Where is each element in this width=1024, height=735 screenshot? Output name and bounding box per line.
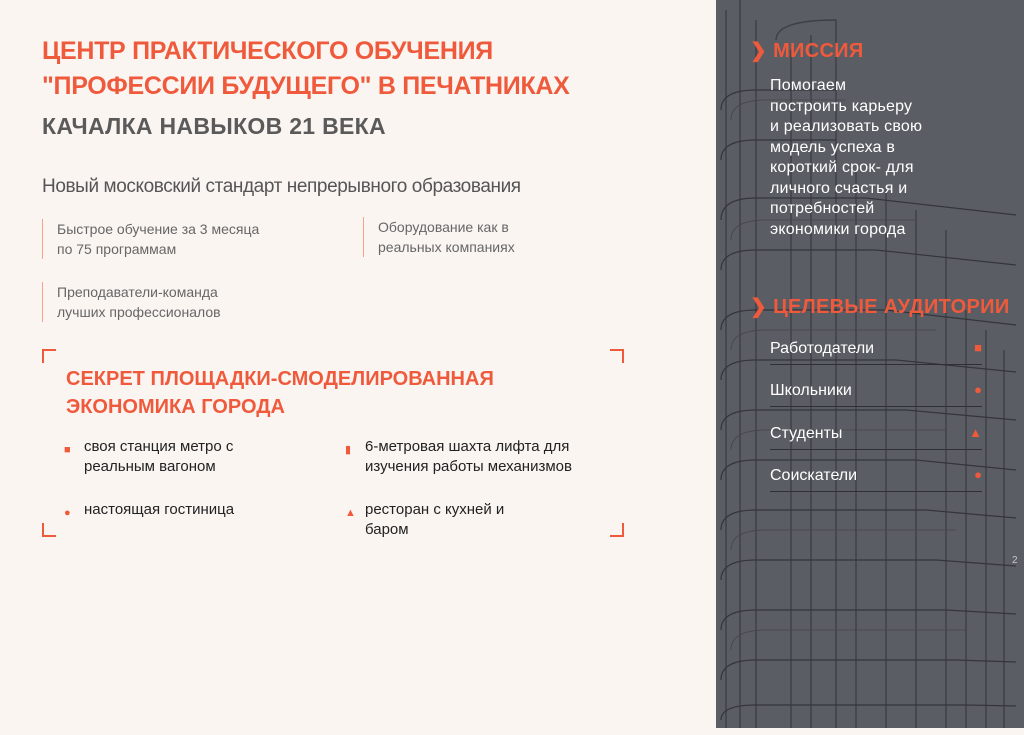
secret-item-elevator [345,437,635,477]
secret-heading-line: ЭКОНОМИКА ГОРОДА [66,396,285,418]
feature-text: реальных компаниях [378,239,515,255]
metro-icon: ■ [64,444,71,456]
feature-fast-learning [42,219,297,259]
restaurant-icon: ▲ [345,507,356,519]
audience-item-students [770,425,982,450]
mission-heading [750,38,864,63]
audience-label: Соискатели [770,467,858,484]
item-text: реальным вагоном [84,458,216,475]
frame-corner [42,349,56,363]
mission-line: потребностей [770,200,875,217]
standard-tagline: Новый московский стандарт непрерывного образования [42,176,521,197]
mission-line: и реализовать свою [770,118,923,135]
hotel-icon: ● [64,507,71,519]
item-text: настоящая гостиница [84,501,235,518]
mission-line: построить карьеру [770,97,913,115]
secret-heading [66,365,586,421]
item-text: изучения работы механизмов [365,458,572,475]
item-text: 6-метровая шахта лифта для [365,438,570,455]
item-text: своя станция метро с [84,438,234,455]
item-text: ресторан с кухней и [365,501,505,518]
page-number: 2 [1012,555,1018,566]
audience-heading [750,294,1010,319]
mission-line: личного счастья и [770,179,908,197]
feature-text: лучших профессионалов [57,304,221,320]
secret-item-restaurant [345,500,595,540]
page-title [42,34,642,104]
bottom-strip [716,728,1024,735]
mission-line: короткий срок- для [770,159,914,176]
audience-item-jobseekers [770,467,982,492]
feature-equipment [363,217,618,257]
audience-label: Школьники [770,382,852,399]
title-line-1: ЦЕНТР ПРАКТИЧЕСКОГО ОБУЧЕНИЯ [42,37,493,65]
mission-line: модель успеха в [770,138,896,156]
audience-label: Работодатели [770,340,875,357]
right-panel [716,0,1024,728]
chevron-right-icon: ❯ [750,40,768,62]
chevron-right-icon: ❯ [750,296,768,318]
feature-text: Преподаватели-команда [57,284,218,300]
secret-heading-line: СЕКРЕТ ПЛОЩАДКИ-СМОДЕЛИРОВАННАЯ [66,368,494,390]
title-line-2: "ПРОФЕССИИ БУДУЩЕГО" В ПЕЧАТНИКАХ [42,72,570,100]
mission-line: Помогаем [770,77,847,94]
audience-item-employers [770,340,982,365]
elevator-icon: ▮ [345,444,352,456]
item-text: баром [365,521,409,538]
student-icon: ● [974,382,982,397]
mission-text [770,76,970,240]
feature-text: Быстрое обучение за 3 месяца [57,221,260,237]
briefcase-icon: ■ [974,340,982,355]
feature-text: по 75 программам [57,241,177,257]
page-subtitle: КАЧАЛКА НАВЫКОВ 21 ВЕКА [42,113,386,139]
frame-corner [610,349,624,363]
graduate-icon: ▲ [969,425,982,440]
jobseeker-icon: ● [974,467,982,482]
secret-item-hotel [64,500,314,520]
frame-corner [610,523,624,537]
feature-teachers [42,282,297,322]
mission-heading-text: МИССИЯ [773,40,864,62]
secret-item-metro [64,437,314,477]
audience-label: Студенты [770,425,843,442]
audience-heading-text: ЦЕЛЕВЫЕ АУДИТОРИИ [773,296,1010,318]
feature-text: Оборудование как в [378,219,509,235]
frame-corner [42,523,56,537]
mission-line: экономики города [770,220,906,238]
audience-item-schoolchildren [770,382,982,407]
